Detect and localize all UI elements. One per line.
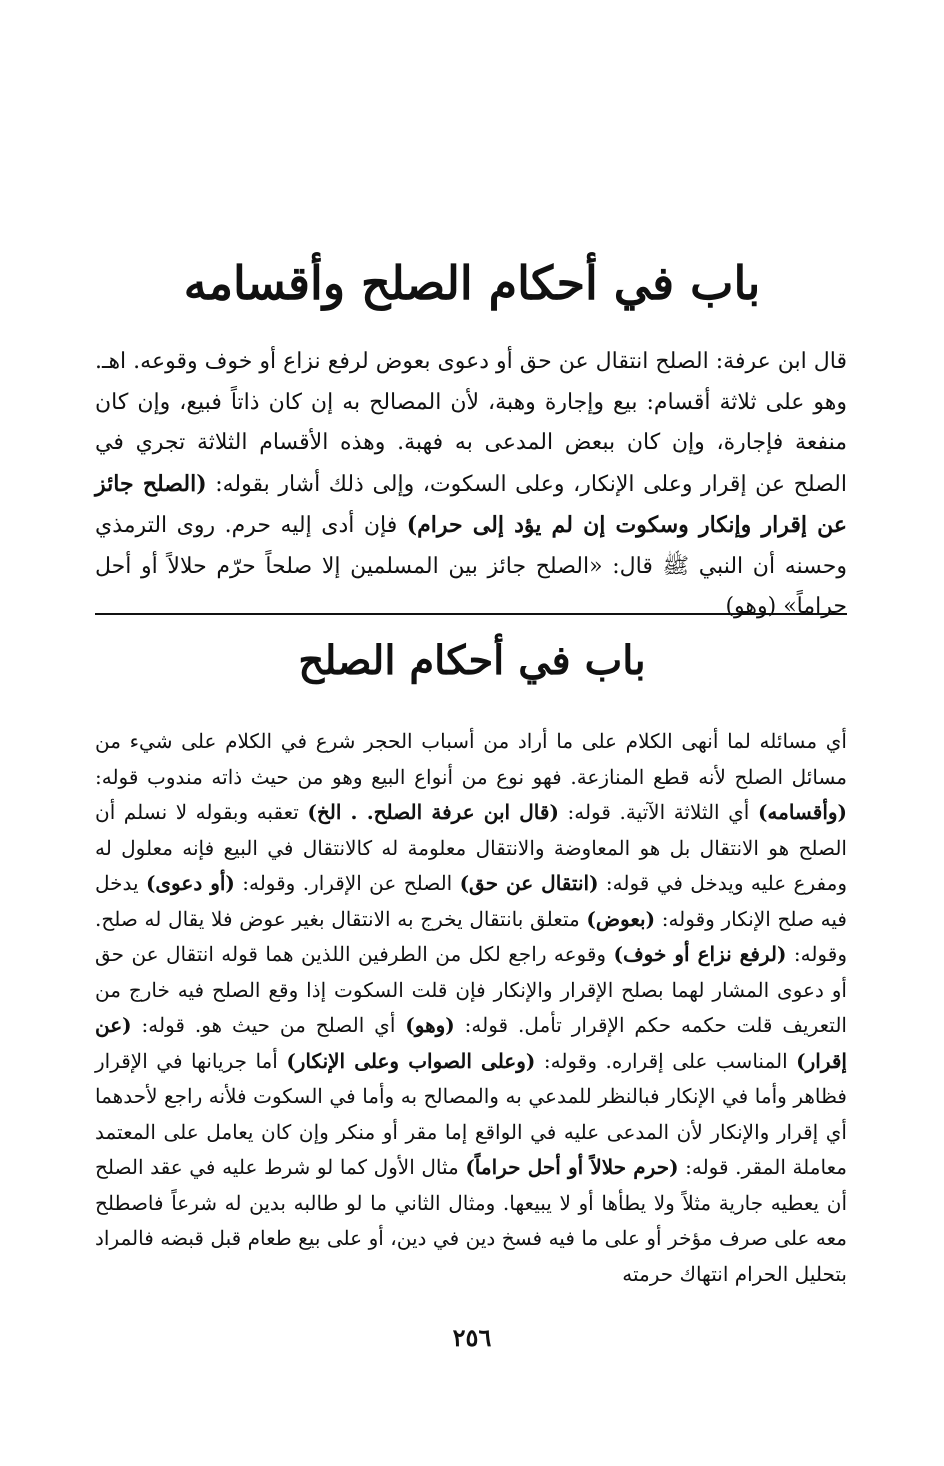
page-number: ٢٥٦	[452, 1323, 492, 1352]
commentary-bold-segment: (أو دعوى)	[145, 871, 235, 895]
commentary-bold-segment: (انتقال عن حق)	[459, 871, 599, 895]
main-text-bold-segment: (الصلح جائز عن إقرار وإنكار وسكوت إن لم يؤد إلى حرام)	[95, 470, 847, 538]
commentary-segment: مثال الأول كما لو شرط عليه في عقد الصلح أن يعطيه جارية مثلاً ولا يطأها أو لا يبيعها. ومثال الثاني ما لو طالبه بدين له شرعاً فاصطلح معه على صرف مؤخر أو على ما فيه فسخ دين في دين، أو على بيع طعام قبل قبضه فالمراد بتحليل الحرام انتهاك حرمته	[95, 1155, 847, 1286]
main-text-segment: فإن أدى إليه حرم. روى الترمذي وحسنه أن النبي ﷺ قال: «الصلح جائز بين المسلمين إلا صلحاً حرّم حلالاً أو أحل حراماً» (وهو)	[95, 513, 847, 619]
commentary-segment: تعقبه وبقوله لا نسلم أن الصلح هو الانتقال بل هو المعاوضة والانتقال معلومة له كالانتقال في البيع فإنه معلول له ومفرع عليه ويدخل في قوله:	[95, 800, 847, 895]
commentary-segment: الصلح عن الإقرار. وقوله:	[234, 871, 460, 895]
commentary-bold-segment: (حرم حلالاً أو أحل حراماً)	[465, 1155, 679, 1179]
commentary-text	[95, 724, 847, 1292]
section-divider	[95, 613, 847, 615]
commentary-segment: أي الصلح من حيث هو. قوله:	[131, 1013, 406, 1037]
commentary-segment: يدخل فيه صلح الإنكار وقوله:	[95, 871, 847, 931]
commentary-bold-segment: (بعوض)	[586, 906, 656, 931]
commentary-bold-segment: (وعلى الصواب وعلى الإنكار)	[286, 1048, 536, 1073]
commentary-segment: المناسب على إقراره. وقوله:	[535, 1048, 797, 1073]
commentary-segment: أما جريانها في الإقرار فظاهر وأما في الإنكار فبالنظر للمدعي به والمصالح به وأما في السكوت فلأنه راجع لأحدهما أي إقرار والإنكار لأن المدعى عليه في الواقع إما مقر أو منكر وإن كان يعامل على المعتمد معاملة المقر. قوله:	[95, 1048, 847, 1179]
commentary-segment: أي مسائله لما أنهى الكلام على ما أراد من أسباب الحجر شرع في الكلام على شيء من مسائل الصلح لأنه قطع المنازعة. فهو نوع من أنواع البيع وهو من حيث ذاته مندوب قوله:	[95, 729, 847, 789]
commentary-bold-segment: (عن إقرار)	[95, 1013, 847, 1073]
chapter-title: باب في أحكام الصلح وأقسامه	[183, 256, 761, 310]
commentary-bold-segment: (وهو)	[405, 1013, 455, 1037]
commentary-bold-segment: (لرفع نزاع أو خوف)	[613, 942, 787, 966]
main-text-segment: قال ابن عرفة: الصلح انتقال عن حق أو دعوى بعوض لرفع نزاع أو خوف وقوعه. اهـ. وهو على ثلاثة أقسام: بيع وإجارة وهبة، لأن المصالح به إن كان ذاتاً فبيع، وإن كان منفعة فإجارة، وإن كان ببعض المدعى به فهبة. وهذه الأقسام الثلاثة تجري في الصلح عن إقرار وعلى الإنكار، وعلى السكوت، وإلى ذلك أشار بقوله:	[95, 349, 847, 497]
commentary-segment: أي الثلاثة الآتية. قوله:	[558, 800, 758, 824]
commentary-title: باب في أحكام الصلح	[298, 637, 646, 684]
commentary-segment: وقوعه راجع لكل من الطرفين اللذين هما قوله انتقال عن حق أو دعوى المشار لهما بصلح الإقرار والإنكار فإن قلت السكوت إذا وقع الصلح فيه خارج من التعريف قلت حكمه حكم الإقرار تأمل. قوله:	[95, 942, 847, 1037]
commentary-bold-segment: (وأقسامه)	[757, 800, 848, 824]
main-text	[95, 342, 847, 628]
commentary-bold-segment: (قال ابن عرفة الصلح. . الخ)	[307, 800, 559, 824]
commentary-segment: متعلق بانتقال يخرج به الانتقال بغير عوض فلا يقال له صلح. وقوله:	[95, 906, 847, 966]
